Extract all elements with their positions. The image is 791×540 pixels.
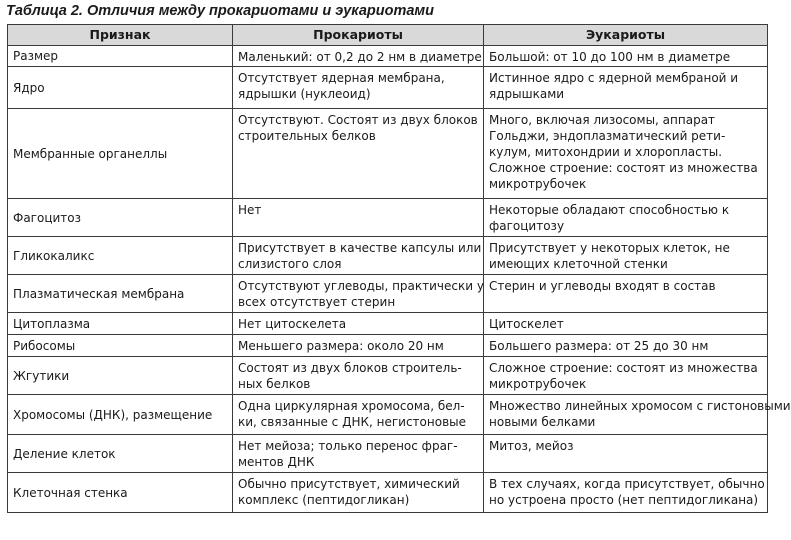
table-caption: Таблица 2. Отличия между прокариотами и эукариотами (6, 3, 434, 19)
prokaryotes-cell (233, 395, 484, 435)
prokaryotes-cell (233, 473, 484, 513)
prokaryotes-cell-line: Нет (238, 203, 262, 217)
eukaryotes-cell-line: Цитоскелет (489, 317, 564, 331)
prokaryotes-cell-line: строительных белков (238, 129, 376, 143)
eukaryotes-cell-line: Много, включая лизосомы, аппарат (489, 113, 716, 127)
eukaryotes-cell (484, 473, 768, 513)
eukaryotes-cell (484, 237, 768, 275)
eukaryotes-cell-line: Множество линейных хромосом с гистоновыми (489, 399, 791, 413)
prokaryotes-cell (233, 46, 484, 67)
feature-cell: Деление клеток (8, 435, 233, 473)
prokaryotes-cell-line: комплекс (пептидогликан) (238, 493, 410, 507)
prokaryotes-cell-line: Отсутствует ядерная мембрана, (238, 71, 445, 85)
comparison-table-container (7, 24, 791, 538)
eukaryotes-cell-line: имеющих клеточной стенки (489, 257, 668, 271)
prokaryotes-cell (233, 357, 484, 395)
eukaryotes-cell-line: но устроена просто (нет пептидогликана) (489, 493, 759, 507)
prokaryotes-cell (233, 313, 484, 335)
eukaryotes-cell-line: кулум, митохондрии и хлоропласты. (489, 145, 723, 159)
header-row (8, 25, 768, 46)
eukaryotes-cell-line: Некоторые обладают способностью к (489, 203, 730, 217)
feature-cell: Плазматическая мембрана (8, 275, 233, 313)
prokaryotes-cell (233, 335, 484, 357)
feature-cell: Хромосомы (ДНК), размещение (8, 395, 233, 435)
feature-cell: Фагоцитоз (8, 199, 233, 237)
prokaryotes-cell-line: Обычно присутствует, химический (238, 477, 460, 491)
eukaryotes-cell-line: Большой: от 10 до 100 нм в диаметре (489, 50, 731, 64)
eukaryotes-cell-line: микротрубочек (489, 177, 587, 191)
prokaryotes-cell-line: Отсутствуют. Состоят из двух блоков (238, 113, 478, 127)
table-row (8, 335, 768, 357)
eukaryotes-cell-line: Гольджи, эндоплазматический рети- (489, 129, 726, 143)
eukaryotes-cell (484, 435, 768, 473)
prokaryotes-cell-line: слизистого слоя (238, 257, 342, 271)
header-eukaryotes: Эукариоты (484, 25, 768, 46)
prokaryotes-cell-line: Присутствует в качестве капсулы или (238, 241, 482, 255)
eukaryotes-cell-line: микротрубочек (489, 377, 587, 391)
prokaryotes-cell-line: Нет мейоза; только перенос фраг- (238, 439, 458, 453)
prokaryotes-cell (233, 435, 484, 473)
eukaryotes-cell-line: Сложное строение: состоят из множества (489, 361, 758, 375)
feature-cell: Клеточная стенка (8, 473, 233, 513)
feature-cell: Цитоплазма (8, 313, 233, 335)
table-row (8, 109, 768, 199)
eukaryotes-cell-line: фагоцитозу (489, 219, 565, 233)
prokaryotes-cell-line: ядрышки (нуклеоид) (238, 87, 371, 101)
eukaryotes-cell (484, 109, 768, 199)
eukaryotes-cell-line: Стерин и углеводы входят в состав (489, 279, 716, 293)
prokaryotes-cell-line: Меньшего размера: около 20 нм (238, 339, 444, 353)
table-row (8, 237, 768, 275)
eukaryotes-cell-line: новыми белками (489, 415, 596, 429)
eukaryotes-cell (484, 67, 768, 109)
eukaryotes-cell (484, 335, 768, 357)
feature-cell: Мембранные органеллы (8, 109, 233, 199)
eukaryotes-cell (484, 395, 791, 435)
table-row (8, 395, 768, 435)
eukaryotes-cell (484, 199, 768, 237)
eukaryotes-cell (484, 313, 768, 335)
comparison-table (7, 24, 791, 513)
prokaryotes-cell (233, 199, 484, 237)
eukaryotes-cell-line: ядрышками (489, 87, 565, 101)
table-row (8, 199, 768, 237)
prokaryotes-cell-line: ментов ДНК (238, 455, 315, 469)
feature-cell: Гликокаликс (8, 237, 233, 275)
table-row (8, 435, 768, 473)
feature-cell: Ядро (8, 67, 233, 109)
prokaryotes-cell-line: ных белков (238, 377, 311, 391)
table-body (8, 46, 791, 513)
header-prokaryotes: Прокариоты (233, 25, 484, 46)
eukaryotes-cell (484, 357, 768, 395)
eukaryotes-cell-line: В тех случаях, когда присутствует, обычно (489, 477, 765, 491)
table-row (8, 275, 768, 313)
table-row (8, 473, 768, 513)
prokaryotes-cell-line: Нет цитоскелета (238, 317, 347, 331)
eukaryotes-cell-line: Присутствует у некоторых клеток, не (489, 241, 730, 255)
prokaryotes-cell-line: Маленький: от 0,2 до 2 нм в диаметре (238, 50, 482, 64)
table-row (8, 67, 768, 109)
prokaryotes-cell-line: Отсутствуют углеводы, практически у (238, 279, 484, 293)
prokaryotes-cell (233, 109, 484, 199)
prokaryotes-cell-line: всех отсутствует стерин (238, 295, 396, 309)
eukaryotes-cell-line: Большего размера: от 25 до 30 нм (489, 339, 709, 353)
eukaryotes-cell (484, 46, 768, 67)
table-row (8, 357, 768, 395)
feature-cell: Жгутики (8, 357, 233, 395)
eukaryotes-cell (484, 275, 768, 313)
prokaryotes-cell (233, 67, 484, 109)
eukaryotes-cell-line: Истинное ядро с ядерной мембраной и (489, 71, 739, 85)
prokaryotes-cell (233, 237, 484, 275)
prokaryotes-cell-line: ки, связанные с ДНК, негистоновые (238, 415, 466, 429)
eukaryotes-cell-line: Сложное строение: состоят из множества (489, 161, 758, 175)
eukaryotes-cell-line: Митоз, мейоз (489, 439, 574, 453)
prokaryotes-cell (233, 275, 484, 313)
table-row (8, 46, 768, 67)
prokaryotes-cell-line: Состоят из двух блоков строитель- (238, 361, 462, 375)
table-row (8, 313, 768, 335)
prokaryotes-cell-line: Одна циркулярная хромосома, бел- (238, 399, 465, 413)
feature-cell: Размер (8, 46, 233, 67)
feature-cell: Рибосомы (8, 335, 233, 357)
header-feature: Признак (8, 25, 233, 46)
